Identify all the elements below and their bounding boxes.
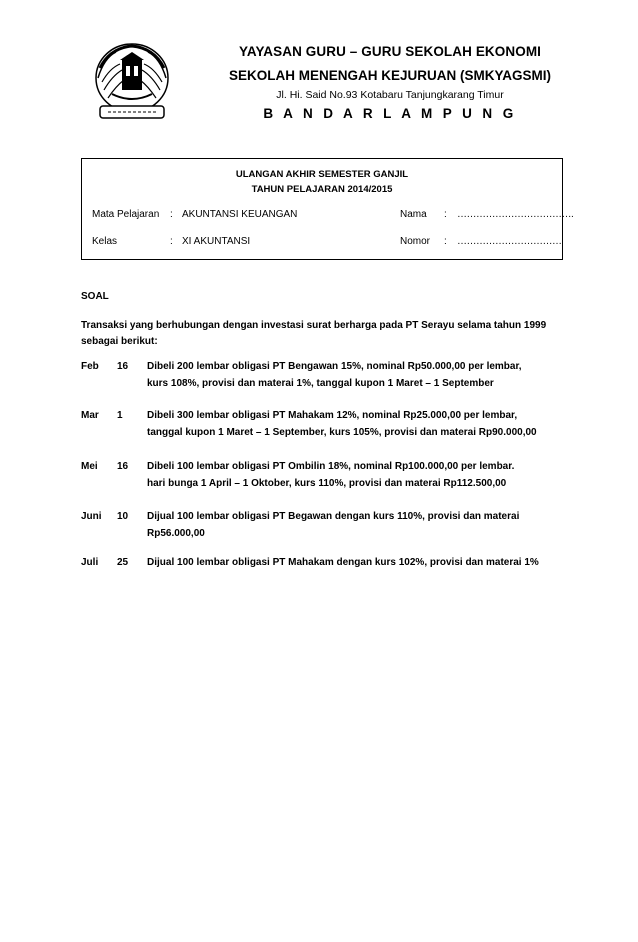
transaction-line: Dibeli 200 lembar obligasi PT Bengawan 15%, nominal Rp50.000,00 per lembar, (147, 361, 522, 372)
question-intro: Transaksi yang berhubungan dengan investasi surat berharga pada PT Serayu selama tahun 1999 sebagai berikut: (81, 320, 547, 347)
transaction-line: Rp56.000,00 (147, 528, 205, 539)
transaction-description (147, 458, 577, 492)
transaction-description (147, 358, 577, 392)
number-label: Nomor (400, 236, 431, 247)
transaction-month: Mar (81, 410, 99, 421)
transaction-line: tanggal kupon 1 Maret – 1 September, kurs 105%, provisi dan materai Rp90.000,00 (147, 427, 537, 438)
transaction-month: Feb (81, 361, 99, 372)
foundation-name: YAYASAN GURU – GURU SEKOLAH EKONOMI (238, 44, 542, 59)
transaction-line: kurs 108%, provisi dan materai 1%, tanggal kupon 1 Maret – 1 September (147, 378, 494, 389)
school-emblem-icon (90, 38, 174, 124)
transaction-day: 25 (117, 557, 129, 568)
transaction-line: Dijual 100 lembar obligasi PT Mahakam dengan kurs 102%, provisi dan materai 1% (147, 557, 539, 568)
transaction-month: Mei (81, 461, 98, 472)
subject-label: Mata Pelajaran (92, 209, 160, 220)
class-separator: : (170, 236, 173, 247)
transaction-month: Juli (81, 557, 99, 568)
transaction-month: Juni (81, 511, 102, 522)
exam-info-box (81, 158, 574, 260)
transaction-day: 16 (117, 361, 129, 372)
transaction-day: 16 (117, 461, 129, 472)
name-field: ………………………………. (457, 209, 574, 220)
transaction-line: Dijual 100 lembar obligasi PT Begawan dengan kurs 110%, provisi dan materai (147, 511, 520, 522)
transaction-day: 1 (117, 410, 123, 421)
subject-value: AKUNTANSI KEUANGAN (182, 209, 298, 220)
transaction-description (147, 554, 577, 571)
transaction-description (147, 508, 577, 542)
transaction-day: 10 (117, 511, 129, 522)
name-label: Nama (400, 209, 427, 220)
number-field: …………………………… (457, 236, 562, 247)
name-separator: : (444, 209, 447, 220)
transaction-description (147, 407, 577, 441)
number-separator: : (444, 236, 447, 247)
transaction-line: Dibeli 300 lembar obligasi PT Mahakam 12%, nominal Rp25.000,00 per lembar, (147, 410, 518, 421)
transaction-line: hari bunga 1 April – 1 Oktober, kurs 110%, provisi dan materai Rp112.500,00 (147, 478, 507, 489)
school-city: B A N D A R L A M P U N G (263, 106, 517, 121)
school-address: Jl. Hi. Said No.93 Kotabaru Tanjungkarang Timur (276, 89, 504, 101)
subject-separator: : (170, 209, 173, 220)
school-name: SEKOLAH MENENGAH KEJURUAN (SMKYAGSMI) (228, 68, 552, 83)
class-label: Kelas (92, 236, 118, 247)
class-value: XI AKUNTANSI (182, 236, 251, 247)
transaction-line: Dibeli 100 lembar obligasi PT Ombilin 18%, nominal Rp100.000,00 per lembar. (147, 461, 515, 472)
academic-year: TAHUN PELAJARAN 2014/2015 (251, 184, 393, 195)
exam-title: ULANGAN AKHIR SEMESTER GANJIL (235, 169, 409, 180)
section-heading: SOAL (81, 291, 109, 302)
